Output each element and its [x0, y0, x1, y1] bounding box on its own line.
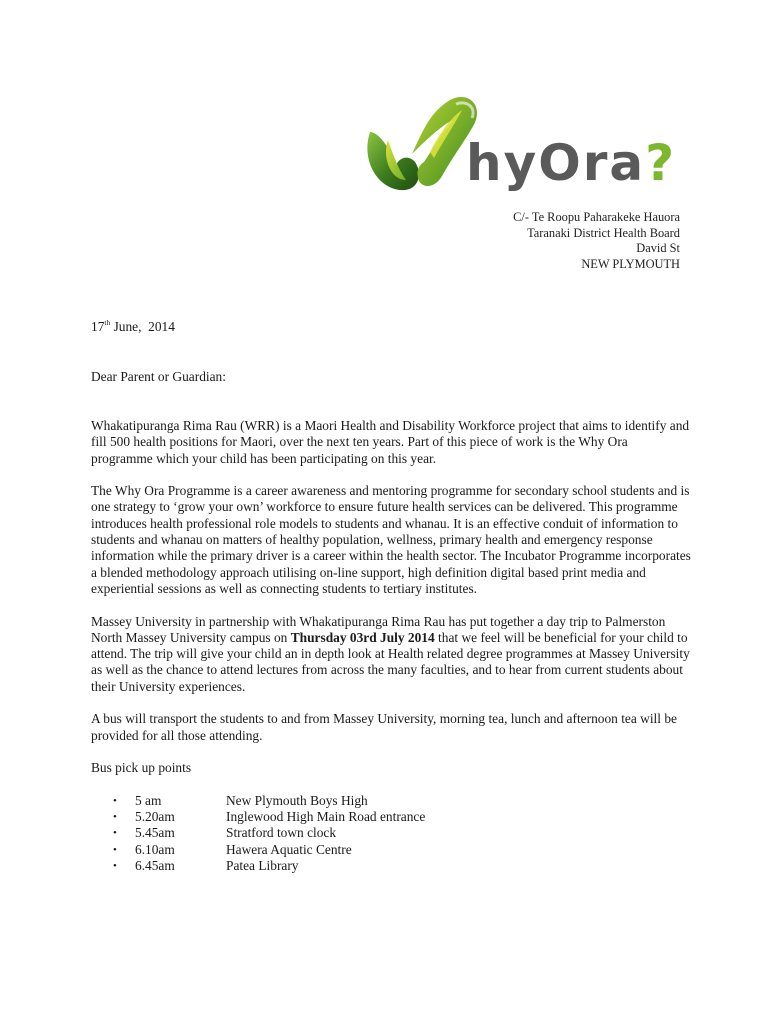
- bus-stop-list: [91, 793, 691, 874]
- stop-place: Hawera Aquatic Centre: [226, 841, 352, 857]
- date-rest: June, 2014: [110, 319, 175, 334]
- sender-address: [513, 210, 680, 272]
- trip-text-after: that we feel will be beneficial for your child to attend. The trip will give your child an in depth look at Health related degree programmes at Massey University as well as the chance to attend lectures from across the many faculties, and to hear from current students about their University experiences.: [91, 629, 690, 694]
- address-line: C/- Te Roopu Paharakeke Hauora: [513, 210, 680, 224]
- address-line: Taranaki District Health Board: [527, 225, 680, 240]
- list-item: [91, 858, 691, 874]
- bullet: •: [113, 860, 117, 873]
- paragraph-massey-trip: [91, 614, 691, 695]
- letter-body: [91, 418, 691, 874]
- list-item: [91, 842, 691, 858]
- stop-time: 5 am: [135, 792, 162, 808]
- bullet: •: [113, 827, 117, 840]
- list-item: [91, 793, 691, 809]
- stop-place: Patea Library: [226, 858, 299, 874]
- bullet: •: [113, 843, 117, 856]
- date-day: 17: [91, 319, 105, 334]
- list-item: [91, 825, 691, 841]
- logo-wordmark: hyOra?: [466, 134, 677, 192]
- bullet: •: [113, 794, 117, 807]
- trip-text-before: Massey University in partnership with Whakatipuranga Rima Rau has put together a day trip to Palmerston North Massey University campus on: [91, 613, 666, 645]
- bullet: •: [113, 811, 117, 824]
- why-ora-logo-graphic: [360, 92, 680, 202]
- paragraph-wrr: Whakatipuranga Rima Rau (WRR) is a Maori Health and Disability Workforce project that aims to identify and fill 500 health positions for Maori, over the next ten years. Part of this piece of work is the Why Ora programme which your child has been participating on this year.: [91, 418, 690, 466]
- stop-time: 5.20am: [135, 809, 175, 825]
- paragraph-bus: A bus will transport the students to and from Massey University, morning tea, lunch and afternoon tea will be provided for all those attending.: [91, 711, 677, 743]
- stop-time: 6.45am: [135, 858, 175, 874]
- bus-pickup-heading: Bus pick up points: [91, 760, 192, 776]
- stop-time: 6.10am: [135, 841, 175, 857]
- paragraph-programme: The Why Ora Programme is a career awareness and mentoring programme for secondary school students and is one strategy to ‘grow your own’ workforce to ensure future health services can be delivered. This programme introduces health professional role models to students and whanau. It is an effective conduit of information to students and whanau on matters of healthy population, wellness, primary health and emergency response information while the primary driver is a career within the health sector. The Incubator Programme incorporates a blended methodology approach utilising on-line support, high definition digital based print media and experiential sessions as well as connecting students to tertiary institutes.: [91, 483, 691, 596]
- stop-place: New Plymouth Boys High: [226, 792, 368, 808]
- address-line: David St: [636, 241, 680, 255]
- address-line: NEW PLYMOUTH: [581, 256, 680, 271]
- trip-date: Thursday 03rd July 2014: [290, 629, 435, 645]
- list-item: [91, 809, 691, 825]
- date-suffix: th: [104, 318, 111, 327]
- stop-time: 5.45am: [135, 825, 175, 841]
- stop-place: Stratford town clock: [226, 825, 337, 841]
- salutation: Dear Parent or Guardian:: [91, 369, 226, 384]
- stop-place: Inglewood High Main Road entrance: [226, 809, 426, 825]
- letter-date: [91, 319, 175, 335]
- why-ora-logo: [360, 92, 680, 202]
